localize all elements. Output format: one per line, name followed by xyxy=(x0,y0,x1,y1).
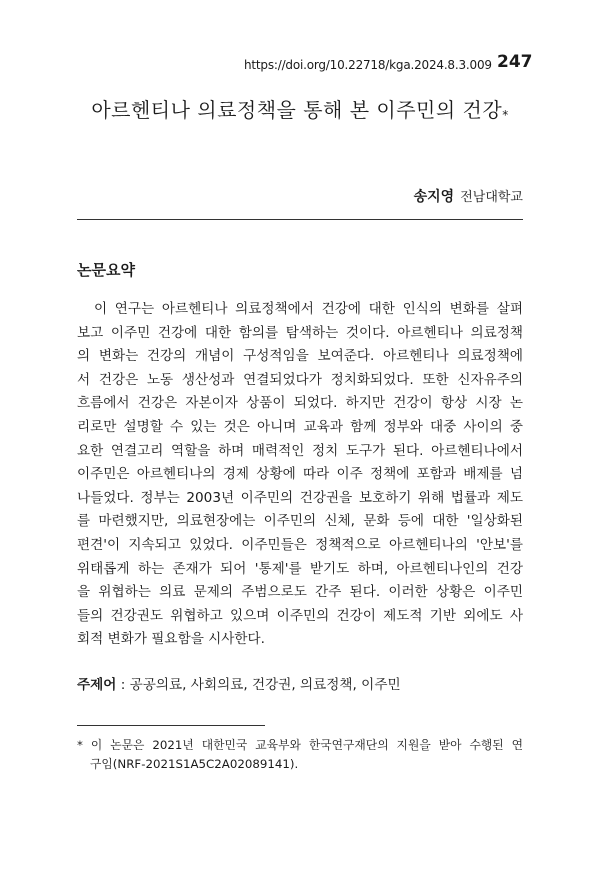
paper-title-text: 아르헨티나 의료정책을 통해 본 이주민의 건강 xyxy=(91,98,503,122)
footnote-line: 구임(NRF-2021S1A5C2A02089141). xyxy=(90,757,299,771)
title-footnote-mark[interactable]: * xyxy=(502,108,509,122)
page-number: 247 xyxy=(497,52,533,72)
author-affiliation: 전남대학교 xyxy=(460,190,523,205)
abstract-line: 를 마련했지만, 의료현장에는 이주민의 신체, 문화 등에 대한 '일상화된 xyxy=(77,513,523,530)
keywords-separator: : xyxy=(116,677,130,693)
abstract-body xyxy=(77,298,523,652)
footnote-line: * 이 논문은 2021년 대한민국 교육부와 한국연구재단의 지원을 받아 수행된 연 xyxy=(77,738,523,752)
keywords-list: 공공의료, 사회의료, 건강권, 의료정책, 이주민 xyxy=(129,677,401,693)
title-divider xyxy=(77,219,523,220)
abstract-line: 의 변화는 건강의 개념이 구성적임을 보여준다. 아르헨티나 의료정책에 xyxy=(77,348,523,365)
abstract-line: 들의 건강권도 위협하고 있으며 이주민의 건강이 제도적 기반 외에도 사 xyxy=(77,607,523,624)
footnote xyxy=(77,736,523,774)
doi-link[interactable]: https://doi.org/10.22718/kga.2024.8.3.009 xyxy=(244,58,492,72)
keywords xyxy=(77,673,401,693)
abstract-line: 요한 연결고리 역할을 하며 매력적인 정치 도구가 된다. 아르헨티나에서 xyxy=(77,442,523,459)
footnote-divider xyxy=(77,725,265,726)
abstract-line: 서 건강은 노동 생산성과 연결되었다가 정치화되었다. 또한 신자유주의 xyxy=(77,371,523,388)
abstract-line: 편견'이 지속되고 있었다. 이주민들은 정책적으로 아르헨티나의 '안보'를 xyxy=(77,536,523,553)
abstract-line: 보고 이주민 건강에 대한 함의를 탐색하는 것이다. 아르헨티나 의료정책 xyxy=(77,324,523,341)
abstract-line: 리로만 설명할 수 있는 것은 아니며 교육과 함께 정부와 대중 사이의 중 xyxy=(77,418,523,435)
abstract-line: 을 위협하는 의료 문제의 주범으로도 간주 된다. 이러한 상황은 이주민 xyxy=(77,584,523,601)
author-block xyxy=(414,186,523,206)
abstract-line: 회적 변화가 필요함을 시사한다. xyxy=(77,631,265,648)
abstract-line: 이주민은 아르헨티나의 경제 상황에 따라 이주 정책에 포함과 배제를 넘 xyxy=(77,466,523,483)
abstract-line: 위태롭게 하는 존재가 되어 '통제'를 받기도 하며, 아르헨티나인의 건강 xyxy=(77,560,523,577)
abstract-line: 흐름에서 건강은 자본이자 상품이 되었다. 하지만 건강이 항상 시장 논 xyxy=(77,395,523,412)
keywords-label: 주제어 xyxy=(77,677,117,693)
author-name: 송지영 xyxy=(413,189,455,205)
abstract-line: 이 연구는 아르헨티나 의료정책에서 건강에 대한 인식의 변화를 살펴 xyxy=(77,301,523,317)
paper-title xyxy=(0,94,600,123)
abstract-line: 나들었다. 정부는 2003년 이주민의 건강권을 보호하기 위해 법률과 제도 xyxy=(77,489,523,506)
abstract-heading: 논문요약 xyxy=(77,261,135,279)
